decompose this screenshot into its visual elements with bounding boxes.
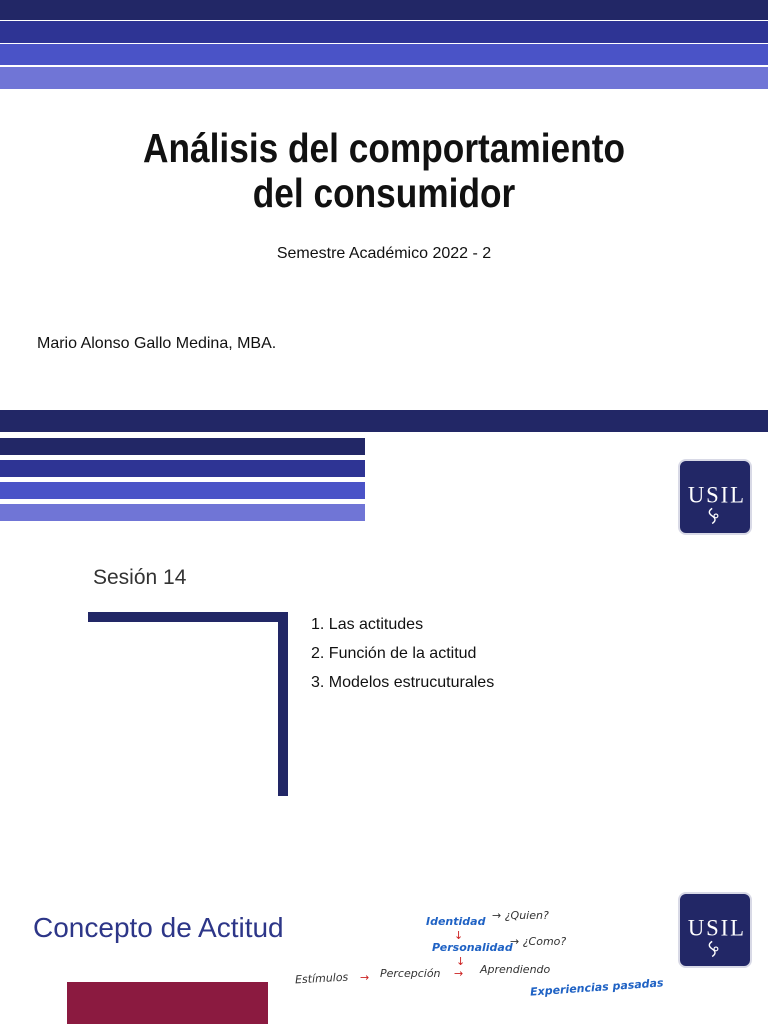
title-line-2: del consumidor	[252, 170, 516, 216]
footer-bar	[0, 410, 768, 432]
note-percepcion: Percepción	[380, 967, 441, 980]
concept-title: Concepto de Actitud	[33, 912, 284, 943]
header-stripe-4	[0, 67, 768, 89]
usil-logo	[678, 892, 752, 968]
agenda-item: 1. Las actitudes	[311, 616, 424, 633]
agenda-stripe-2	[0, 460, 365, 477]
usil-logo	[678, 459, 752, 535]
title-line-1: Análisis del comportamiento	[142, 125, 625, 171]
session-title: Sesión 14	[93, 566, 187, 589]
svg-text:U S I L: U S I L	[687, 915, 743, 941]
header-stripe-3	[0, 44, 768, 65]
header-stripe-1	[0, 0, 768, 20]
note-identidad: Identidad	[426, 915, 486, 928]
agenda-list	[311, 614, 494, 701]
note-como: → ¿Como?	[510, 935, 567, 948]
bracket-vertical	[278, 612, 288, 796]
header-stripe-2	[0, 21, 768, 43]
svg-text:U S I L: U S I L	[687, 482, 743, 508]
note-quien: → ¿Quien?	[492, 909, 549, 922]
presentation-title	[54, 126, 714, 216]
agenda-item: 3. Modelos estrucuturales	[311, 674, 495, 691]
note-arrow-down-1: ↓	[454, 929, 464, 942]
note-arrow-right-1: →	[360, 971, 370, 984]
note-arrow-down-2: ↓	[456, 955, 466, 968]
author-name: Mario Alonso Gallo Medina, MBA.	[37, 335, 277, 352]
agenda-stripe-4	[0, 504, 365, 521]
note-personalidad: Personalidad	[432, 941, 513, 954]
note-arrow-right-2: →	[454, 967, 464, 980]
usil-logo-mark	[680, 894, 750, 966]
maroon-block	[67, 982, 268, 1024]
agenda-stripe-1	[0, 438, 365, 455]
agenda-item: 2. Función de la actitud	[311, 645, 477, 662]
note-experiencias: Experiencias pasadas	[529, 976, 664, 999]
semester-subtitle: Semestre Académico 2022 - 2	[276, 245, 492, 262]
bracket-horizontal	[88, 612, 288, 622]
note-aprendiendo: Aprendiendo	[480, 963, 551, 976]
usil-logo-mark	[680, 461, 750, 533]
note-estimulos: Estímulos	[294, 970, 349, 987]
agenda-stripe-3	[0, 482, 365, 499]
